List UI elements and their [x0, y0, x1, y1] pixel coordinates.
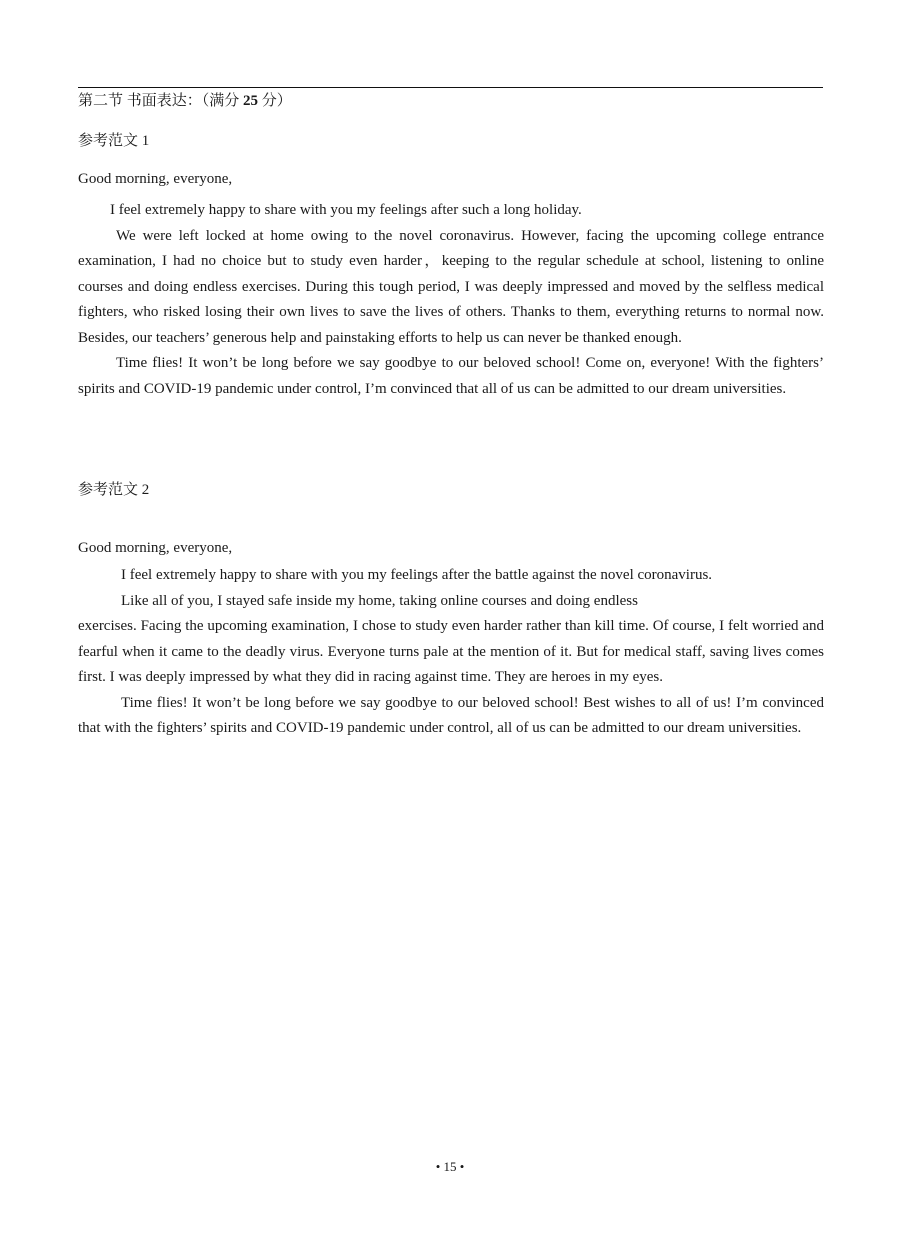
section-title-suffix: 分）: [258, 93, 292, 109]
essay-2-greeting: Good morning, everyone,: [78, 540, 233, 556]
essay-2-paragraph-2-continued: exercises. Facing the upcoming examination, I chose to study even harder rather than kill time. Of course, I felt worried and fearful when it came to the deadly virus. Everyone turns pale at the mention of it. But for medical staff, saving lives comes first. I was deeply impressed by what they did in racing against time. They are heroes in my eyes.: [78, 618, 824, 685]
essay-1-paragraph-3: Time flies! It won’t be long before we say goodbye to our beloved school! Come on, everyone! With the fighters’ spirits and COVID-19 pandemic under control, I’m convinced that all of us can be admitted to our dream universities.: [78, 355, 824, 397]
essay-1-paragraph-2: We were left locked at home owing to the novel coronavirus. However, facing the upcoming college entrance examination, I had no choice but to study even harder，keeping to the regular schedule at school, listening to online courses and doing endless exercises. During this tough period, I was deeply impressed and moved by the selfless medical fighters, who risked losing their own lives to save the lives of others. Thanks to them, everything returns to normal now. Besides, our teachers’ generous help and painstaking efforts to help us can never be thanked enough.: [78, 227, 824, 346]
page-number: • 15 •: [435, 1159, 465, 1174]
essay-2-heading: 参考范文 2: [78, 482, 150, 498]
essay-2-paragraph-2: Like all of you, I stayed safe inside my home, taking online courses and doing endless: [121, 592, 638, 609]
essay-1-heading: 参考范文 1: [78, 133, 150, 149]
essay-2-paragraph-1: I feel extremely happy to share with you my feelings after the battle against the novel coronavirus.: [121, 567, 713, 583]
section-title: [78, 90, 292, 112]
essay-1-paragraph-1: I feel extremely happy to share with you my feelings after such a long holiday.: [110, 202, 582, 218]
essay-1-body: [78, 198, 824, 402]
essay-2-paragraph-3: Time flies! It won’t be long before we say goodbye to our beloved school! Best wishes to all of us! I’m convinced that with the fighters’ spirits and COVID-19 pandemic under control, all of us can be admitted to our dream universities.: [78, 694, 824, 736]
essay-2-body: [78, 563, 824, 742]
header-rule: [78, 87, 823, 88]
section-title-prefix: 第二节 书面表达：（满分: [78, 93, 244, 109]
essay-1-greeting: Good morning, everyone,: [78, 171, 233, 187]
section-points: 25: [243, 93, 259, 109]
